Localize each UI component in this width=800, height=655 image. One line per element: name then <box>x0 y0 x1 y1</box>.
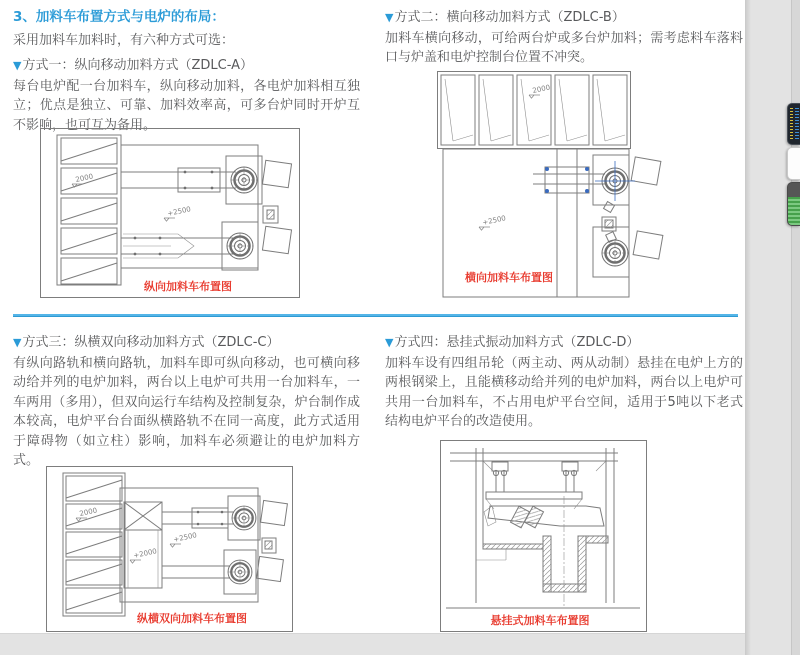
section-method-1 <box>13 8 360 135</box>
floating-thumbnail-dark[interactable] <box>787 103 800 145</box>
method-2-body: 加料车横向移动，可给两台炉或多台炉加料；需考虑料车落料口与炉盖和电炉控制台位置不冲突。 <box>385 30 743 65</box>
dim-label: 2000 <box>531 83 551 95</box>
diagram-caption: 纵横双向加料车布置图 <box>137 612 247 625</box>
diagram-suspended-layout <box>440 440 647 632</box>
dim-label: +2500 <box>481 214 507 227</box>
thumbnail-stripes-blue <box>795 108 799 140</box>
thumbnail-stripes-yellow <box>790 108 793 140</box>
method-2-heading: ▼方式二：横向移动加料方式（ZDLC-B） <box>385 10 625 25</box>
section-method-3 <box>13 333 360 471</box>
dim-label: +2500 <box>166 205 192 218</box>
method-4-heading: ▼方式四：悬挂式振动加料方式（ZDLC-D） <box>385 335 640 350</box>
method-4-body: 加料车设有四组吊轮（两主动、两从动制）悬挂在电炉上方的两根钢梁上，且能横移动给并列的电炉加料，两台以上电炉可共用一台加料车，不占用电炉平台空间，适用于5吨以下老式结构电炉平台的改造使用。 <box>385 355 743 429</box>
method-1-body: 每台电炉配一台加料车，纵向移动加料，各电炉加料相互独立；优点是独立、可靠、加料效率高，可多台炉同时开炉互不影响，也可互为备用。 <box>13 78 360 133</box>
diagram-caption: 悬挂式加料车布置图 <box>490 614 590 627</box>
dim-label: 2000 <box>74 172 94 184</box>
intro-text: 采用加料车加料时，有六种方式可选： <box>13 32 235 48</box>
section-divider <box>13 314 738 317</box>
diagram-caption: 纵向加料车布置图 <box>144 280 232 293</box>
material-bins <box>66 476 122 613</box>
material-bins <box>61 138 117 284</box>
diagram-dual-direction-layout <box>46 466 293 632</box>
method-3-heading: ▼方式三：纵横双向移动加料方式（ZDLC-C） <box>13 335 280 350</box>
page-edge-shadow <box>745 0 751 655</box>
page-title: 3、加料车布置方式与电炉的布局： <box>13 9 225 25</box>
viewer-margin-rail <box>745 0 800 655</box>
diagram-caption: 横向加料车布置图 <box>465 271 553 284</box>
triangle-marker-icon: ▼ <box>13 336 22 349</box>
diagram-longitudinal-layout <box>40 128 300 298</box>
method-3-body: 有纵向路轨和横向路轨，加料车即可纵向移动，也可横向移动给并列的电炉加料，两台以上电炉可共用一台加料车，一车两用（多用），但双向运行车结构及控制复杂，炉台制作成本较高，电炉平台台面纵横路轨不在同一高度，此方式适用于障碍物（如立柱）影响，加料车必须避让的电炉加料方式。 <box>13 355 360 468</box>
triangle-marker-icon: ▼ <box>385 11 394 24</box>
dim-label: +2500 <box>172 531 198 544</box>
floating-thumbnail-green[interactable] <box>787 182 800 226</box>
floating-thumbnail-white[interactable] <box>787 147 800 180</box>
diagram-transverse-layout <box>437 71 693 301</box>
scrollbar-track[interactable] <box>791 0 800 655</box>
triangle-marker-icon: ▼ <box>385 336 394 349</box>
section-method-2 <box>385 8 743 68</box>
dim-label: +2000 <box>132 547 158 560</box>
section-method-4 <box>385 333 743 432</box>
thumbnail-stripes-green <box>788 197 800 225</box>
material-bins <box>441 75 627 145</box>
method-1-heading: ▼方式一：纵向移动加料方式（ZDLC-A） <box>13 58 254 73</box>
triangle-marker-icon: ▼ <box>13 59 22 72</box>
dim-label: 2000 <box>78 506 98 518</box>
